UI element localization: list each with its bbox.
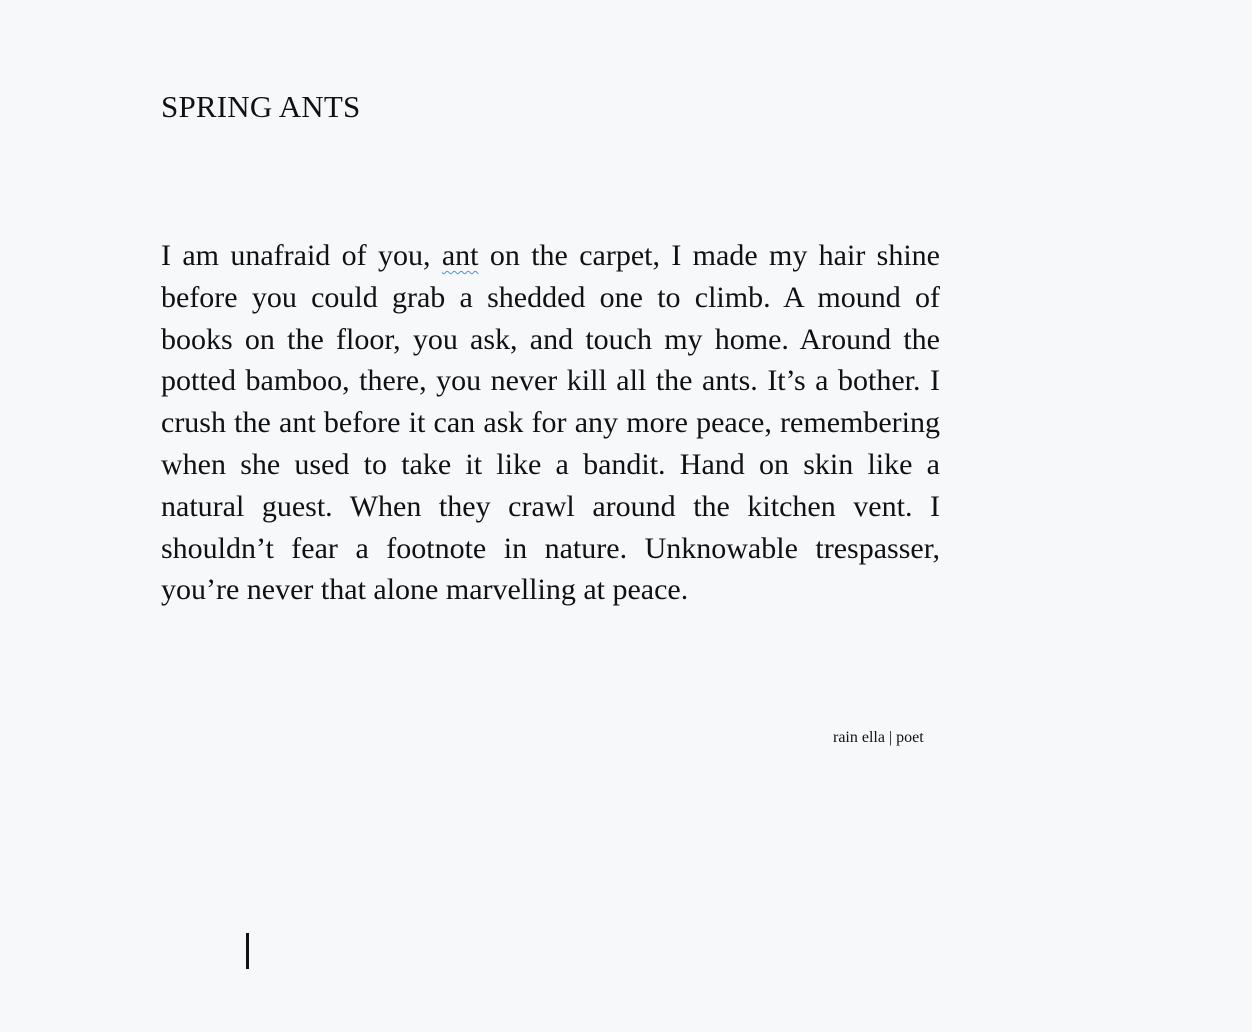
text-cursor [246,933,249,969]
spellcheck-flagged-word[interactable]: ant [441,239,479,272]
poem-title: SPRING ANTS [161,89,361,124]
poem-text-start: I am unafraid of you, [161,239,442,272]
poem-text-rest: on the carpet, I made my hair shine before you could grab a shedded one to climb. A mound of books on the floor, you ask, and touch my home. Around the potted bamboo, there, you never kill all the ants. It’s a bother. I crush the ant before it can ask for any more peace, remembering when she used to take it like a bandit. Hand on skin like a natural guest. When they crawl around the kitchen vent. I shouldn’t fear a footnote in nature. Unknowable trespasser, you’re never that alone marvelling at peace. [161,239,940,607]
author-signature: rain ella | poet [833,729,924,746]
poem-body[interactable] [161,235,940,611]
